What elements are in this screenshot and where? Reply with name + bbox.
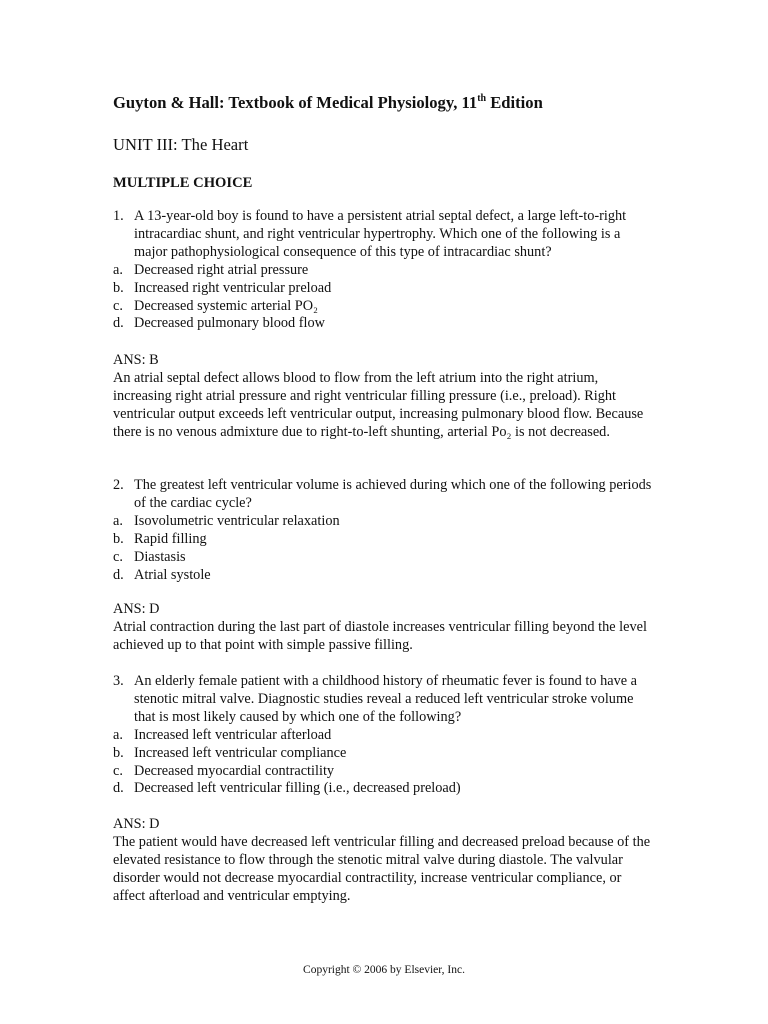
question-1 [113, 208, 653, 333]
section-heading: MULTIPLE CHOICE [113, 175, 253, 191]
answer-block-1 [113, 352, 653, 442]
question-stem [113, 208, 653, 262]
answer-key: ANS: B [113, 352, 159, 368]
question-number: 3. [113, 673, 124, 689]
option-text: Decreased right atrial pressure [134, 261, 309, 278]
unit-heading: UNIT III: The Heart [113, 135, 249, 154]
question-number: 2. [113, 477, 124, 493]
option-letter: c. [113, 762, 123, 779]
option-text: Increased left ventricular afterload [134, 726, 332, 743]
question-2 [113, 477, 653, 584]
option-text: Increased left ventricular compliance [134, 744, 347, 761]
answer-option [113, 745, 653, 763]
answer-option [113, 298, 653, 316]
question-stem [113, 673, 653, 727]
option-letter: a. [113, 726, 123, 743]
question-text: An elderly female patient with a childhood history of rheumatic fever is found to have a stenotic mitral valve. Diagnostic studies reveal a reduced left ventricular stroke volume that is most likely caused by which one of the following? [134, 673, 638, 725]
answer-block-3 [113, 816, 653, 906]
option-text: Rapid filling [134, 530, 207, 547]
question-stem [113, 477, 653, 513]
answer-explanation: The patient would have decreased left ventricular filling and decreased preload because of the elevated resistance to flow through the stenotic mitral valve during diastole. The valvular disorder would not decrease myocardial contractility, increase ventricular compliance, or affect afterload and ventricular emptying. [113, 833, 651, 904]
option-letter: a. [113, 512, 123, 529]
option-letter: d. [113, 566, 124, 583]
option-text: Decreased systemic arterial PO₂ [134, 297, 319, 314]
option-letter: b. [113, 744, 124, 761]
answer-option [113, 262, 653, 280]
answer-block-2 [113, 601, 653, 655]
answer-option [113, 780, 653, 798]
answer-option [113, 315, 653, 333]
option-letter: a. [113, 261, 123, 278]
answer-option [113, 567, 653, 585]
option-letter: d. [113, 315, 124, 332]
option-text: Isovolumetric ventricular relaxation [134, 512, 340, 529]
option-letter: c. [113, 297, 123, 314]
title-superscript: th [477, 93, 487, 104]
option-text: Decreased left ventricular filling (i.e., decreased preload) [134, 780, 461, 797]
question-3 [113, 673, 653, 798]
answer-option [113, 513, 653, 531]
option-text: Diastasis [134, 548, 186, 565]
option-letter: d. [113, 780, 124, 797]
answer-option [113, 531, 653, 549]
question-text: A 13-year-old boy is found to have a persistent atrial septal defect, a large left-to-right intracardiac shunt, and right ventricular hypertrophy. Which one of the following is a major pathophysiological consequence of this type of intracardiac shunt? [134, 208, 627, 260]
option-letter: b. [113, 530, 124, 547]
answer-explanation: Atrial contraction during the last part of diastole increases ventricular filling beyond the level achieved up to that point with simple passive filling. [113, 618, 647, 653]
question-number: 1. [113, 208, 124, 224]
title-end: Edition [486, 93, 543, 112]
option-text: Increased right ventricular preload [134, 279, 332, 296]
answer-key: ANS: D [113, 601, 160, 617]
option-text: Atrial systole [134, 566, 211, 583]
option-letter: b. [113, 279, 124, 296]
title-main: Guyton & Hall: Textbook of Medical Physiology, 11 [113, 93, 478, 112]
answer-explanation: An atrial septal defect allows blood to flow from the left atrium into the right atrium, increasing right atrial pressure and right ventricular filling pressure (i.e., preload). Right ventricular output exceeds left ventricular output, increasing pulmonary blood flow. Because there is no venous admixture due to right-to-left shunting, arterial Po₂ is not decreased. [113, 369, 644, 440]
page-title [113, 92, 653, 114]
answer-option [113, 727, 653, 745]
answer-option [113, 763, 653, 781]
answer-option [113, 549, 653, 567]
copyright-footer: Copyright © 2006 by Elsevier, Inc. [303, 964, 465, 976]
answer-key: ANS: D [113, 816, 160, 832]
option-text: Decreased myocardial contractility [134, 762, 335, 779]
question-text: The greatest left ventricular volume is achieved during which one of the following periods of the cardiac cycle? [134, 477, 652, 511]
option-letter: c. [113, 548, 123, 565]
answer-option [113, 280, 653, 298]
option-text: Decreased pulmonary blood flow [134, 315, 325, 332]
